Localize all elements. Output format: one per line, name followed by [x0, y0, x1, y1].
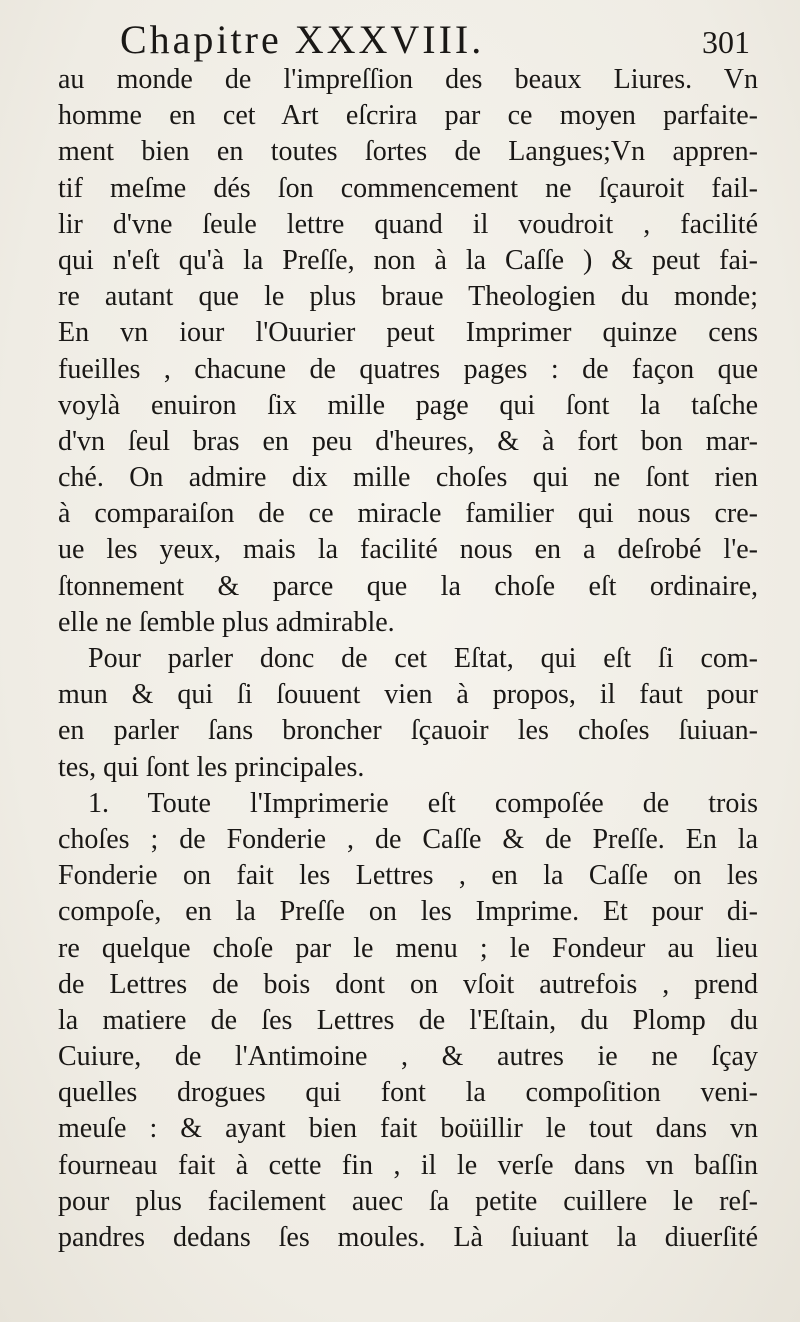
- text-line: fueilles , chacune de quatres pages : de façon que: [58, 353, 758, 385]
- running-head: [120, 16, 750, 64]
- text-line: d'vn ſeul bras en peu d'heures, & à fort bon mar-: [58, 425, 758, 457]
- text-line: tes, qui ſont les principales.: [58, 751, 365, 783]
- text-line: à comparaiſon de ce miracle familier qui nous cre-: [58, 498, 758, 530]
- text-line: lir d'vne ſeule lettre quand il voudroit , facilité: [58, 208, 758, 240]
- text-line: meuſe : & ayant bien fait boüillir le tout dans vn: [58, 1113, 758, 1145]
- text-line: quelles drogues qui font la compoſition veni-: [58, 1077, 758, 1109]
- text-line: Pour parler donc de cet Eſtat, qui eſt ſi com-: [88, 643, 758, 674]
- text-line: 1. Toute l'Imprimerie eſt compoſée de trois: [88, 787, 758, 819]
- text-line: Cuiure, de l'Antimoine , & autres ie ne ſçay: [58, 1041, 758, 1073]
- chapter-title: Chapitre XXXVIII.: [120, 17, 485, 62]
- text-line: pour plus facilement auec ſa petite cuillere le reſ-: [58, 1185, 758, 1217]
- text-line: la matiere de ſes Lettres de l'Eſtain, du Plomp du: [58, 1004, 758, 1036]
- body-text: [58, 62, 758, 1256]
- text-line: de Lettres de bois dont on vſoit autrefois , prend: [58, 968, 758, 1000]
- text-line: ue les yeux, mais la facilité nous en a deſrobé l'e-: [58, 534, 758, 566]
- text-line: re quelque choſe par le menu ; le Fondeur au lieu: [58, 932, 758, 964]
- text-line: homme en cet Art eſcrira par ce moyen parfaite-: [58, 100, 758, 132]
- page-number: 301: [702, 24, 750, 60]
- text-line: ſtonnement & parce que la choſe eſt ordinaire,: [58, 570, 758, 602]
- text-line: mun & qui ſi ſouuent vien à propos, il faut pour: [58, 679, 758, 711]
- text-line: compoſe, en la Preſſe on les Imprime. Et pour di-: [58, 896, 758, 928]
- text-line: tif meſme dés ſon commencement ne ſçauroit fail-: [58, 172, 758, 204]
- text-line: au monde de l'impreſſion des beaux Liures. Vn: [58, 64, 758, 95]
- text-line: Fonderie on fait les Lettres , en la Caſſe on les: [58, 860, 758, 892]
- text-line: re autant que le plus braue Theologien du monde;: [58, 281, 758, 313]
- text-line: elle ne ſemble plus admirable.: [58, 606, 395, 638]
- text-line: ment bien en toutes ſortes de Langues;Vn appren-: [58, 136, 758, 168]
- text-line: fourneau fait à cette fin , il le verſe dans vn baſſin: [58, 1149, 758, 1181]
- text-line: En vn iour l'Ouurier peut Imprimer quinze cens: [58, 317, 758, 349]
- text-line: qui n'eſt qu'à la Preſſe, non à la Caſſe ) & peut fai-: [58, 244, 758, 276]
- text-line: choſes ; de Fonderie , de Caſſe & de Preſſe. En la: [58, 823, 758, 855]
- text-line: pandres dedans ſes moules. Là ſuiuant la diuerſité: [58, 1222, 758, 1253]
- text-line: voylà enuiron ſix mille page qui ſont la taſche: [58, 389, 758, 421]
- text-line: ché. On admire dix mille choſes qui ne ſont rien: [58, 462, 758, 494]
- text-line: en parler ſans broncher ſçauoir les choſes ſuiuan-: [58, 715, 758, 747]
